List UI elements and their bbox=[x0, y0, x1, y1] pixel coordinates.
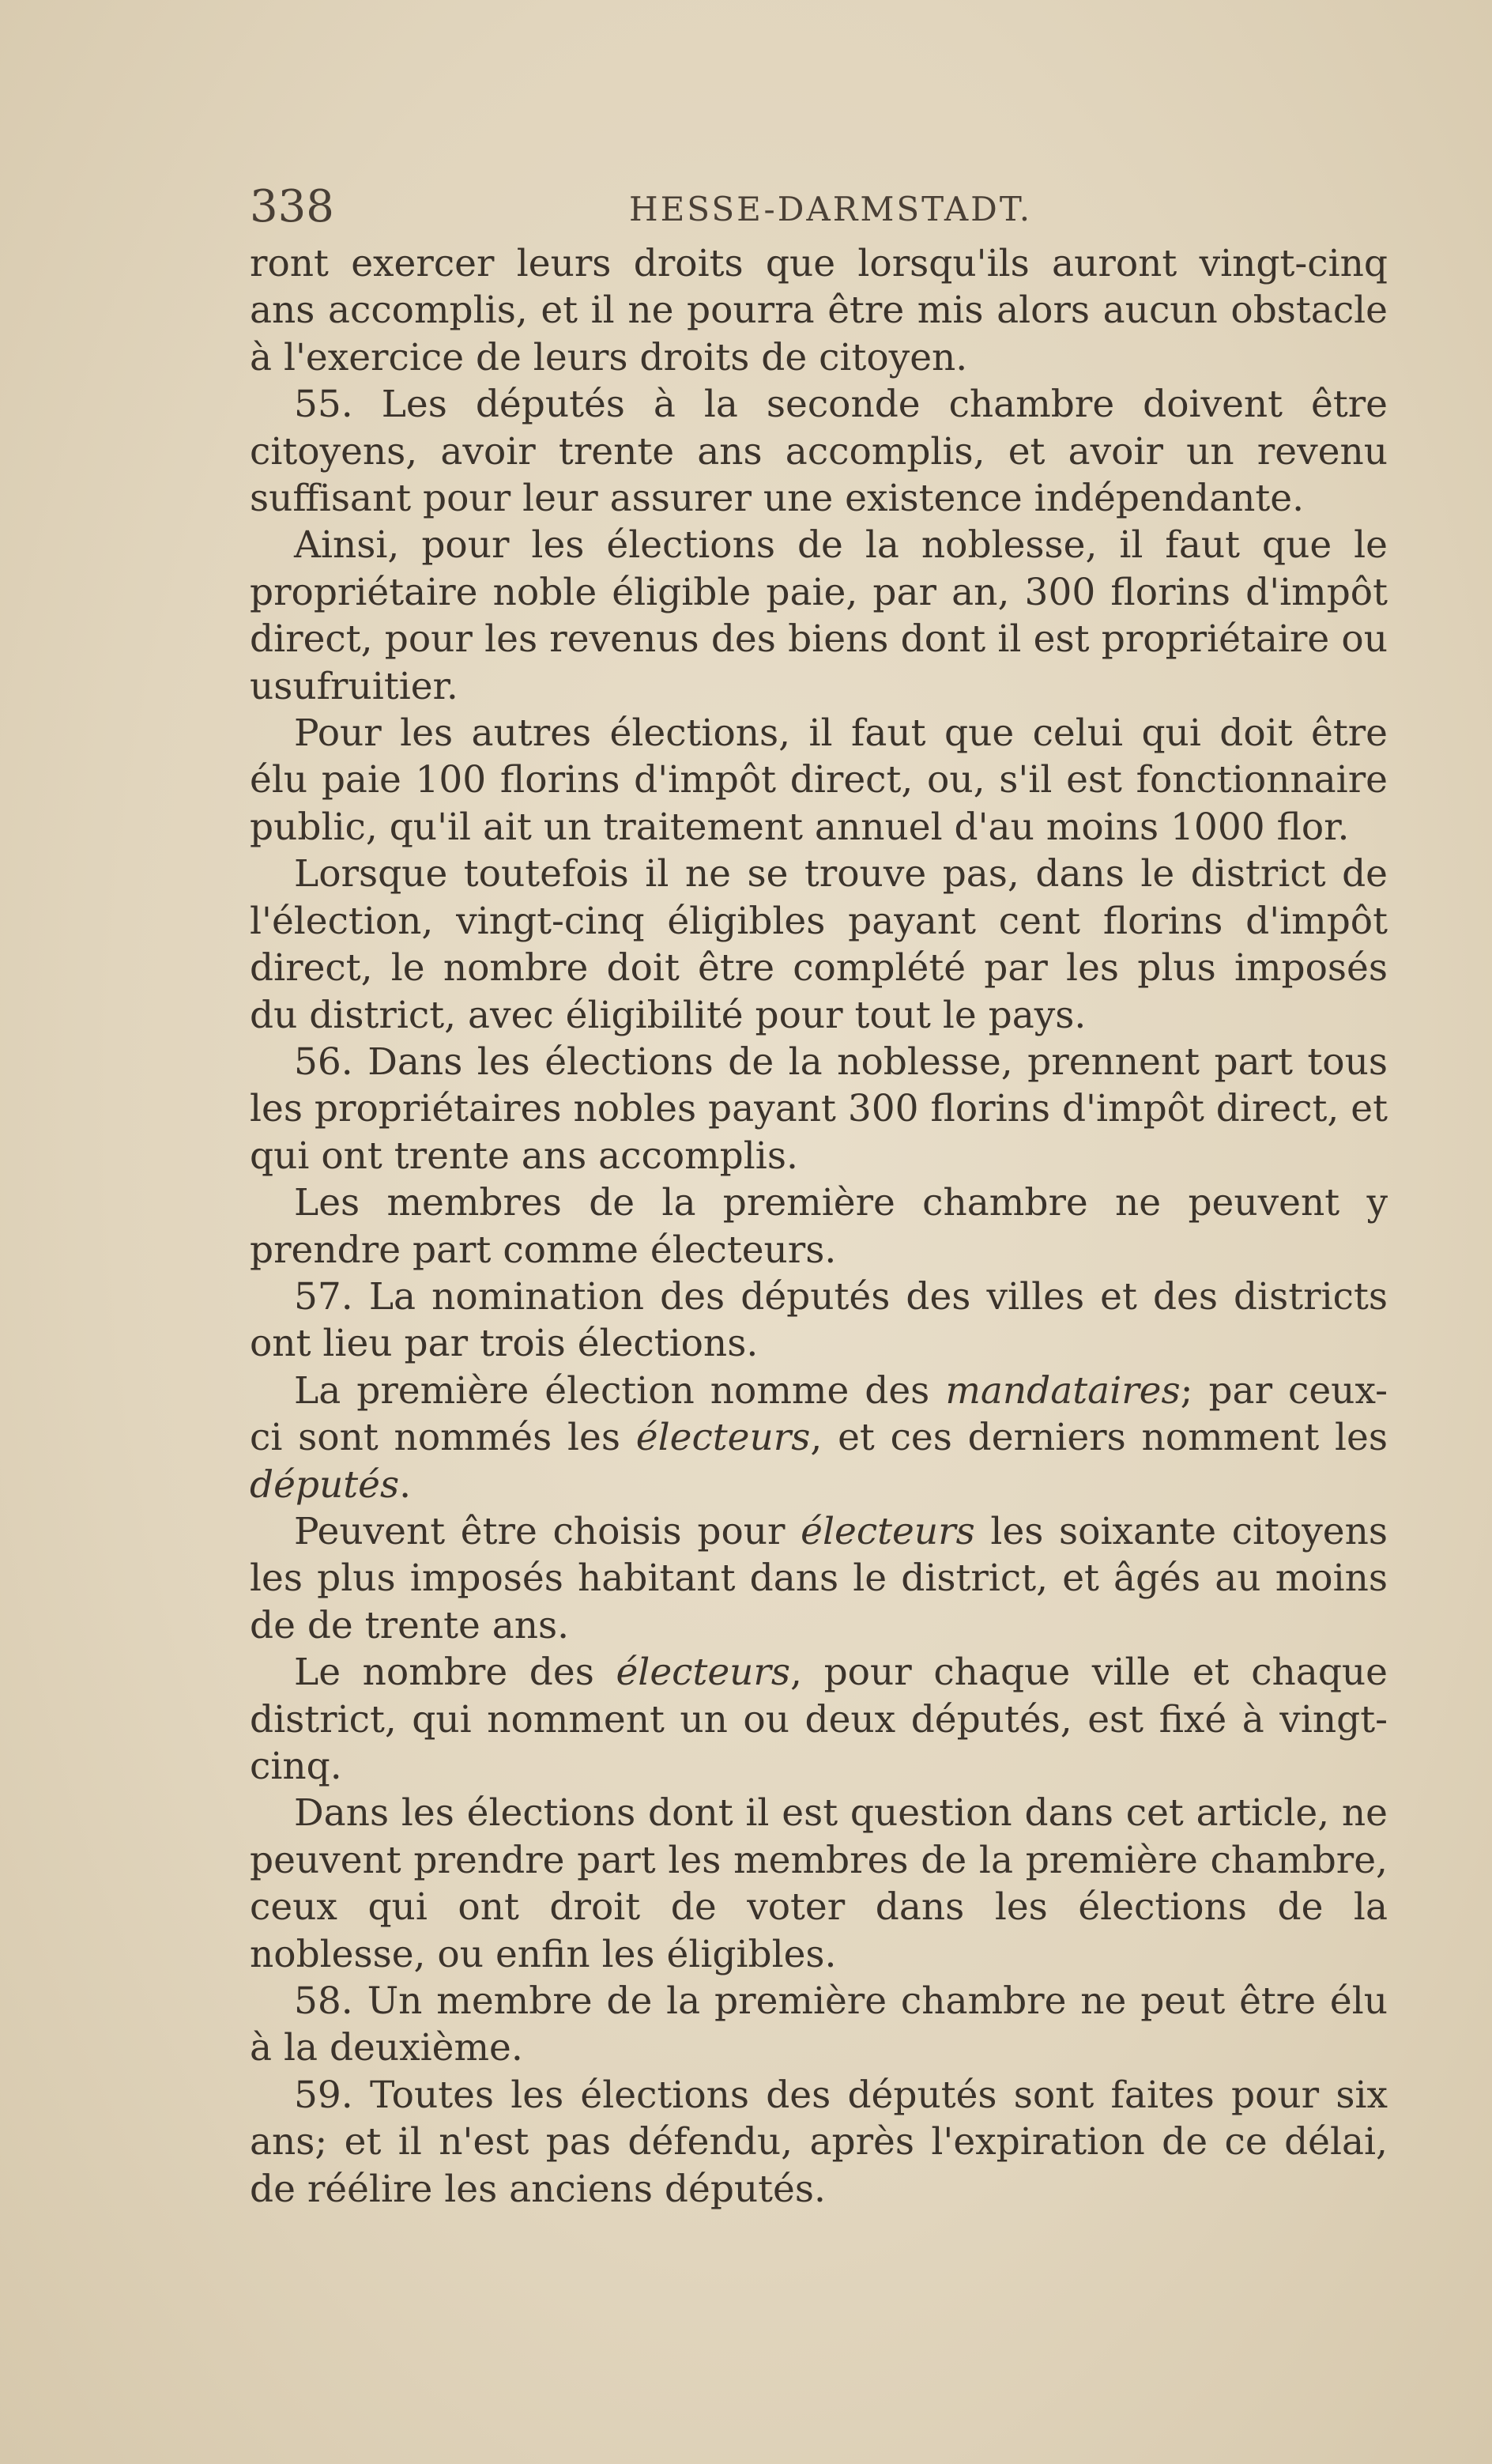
page-header bbox=[250, 175, 1388, 239]
body-text bbox=[250, 240, 1388, 2213]
italic-term: électeurs bbox=[801, 1509, 975, 1553]
text-run: les soixante citoyens les plus imposés habitant dans le district, et âgés au moins de de trente ans. bbox=[250, 1509, 1388, 1647]
text-run: ; par ceux-ci sont nommés les bbox=[250, 1368, 1388, 1460]
paragraph: 55. Les députés à la seconde chambre doivent être citoyens, avoir trente ans accomplis, et avoir un revenu suffisant pour leur assurer une existence indépendante. bbox=[250, 383, 1388, 521]
paragraph bbox=[250, 1649, 1388, 1790]
paragraph: Ainsi, pour les élections de la noblesse, il faut que le propriétaire noble éligible paie, par an, 300 florins d'impôt direct, pour les revenus des biens dont il est propriétaire ou usufruitier. bbox=[250, 523, 1388, 708]
paragraph: Lorsque toutefois il ne se trouve pas, dans le district de l'élection, vingt-cinq éligibles payant cent florins d'impôt direct, le nombre doit être complété par les plus imposés du district, avec éligibilité pour tout le pays. bbox=[250, 852, 1388, 1037]
text-run: . bbox=[399, 1462, 412, 1507]
paragraph: ront exercer leurs droits que lorsqu'ils auront vingt-cinq ans accomplis, et il ne pourra être mis alors aucun obstacle à l'exercice de leurs droits de citoyen. bbox=[250, 242, 1388, 379]
text-run: Peuvent être choisis pour bbox=[294, 1509, 801, 1553]
running-head: HESSE-DARMSTADT. bbox=[629, 190, 1033, 228]
paragraph: Pour les autres élections, il faut que celui qui doit être élu paie 100 florins d'impôt direct, ou, s'il est fonctionnaire public, qu'il ait un traitement annuel d'au moins 1000 flor. bbox=[250, 711, 1388, 849]
paragraph: 56. Dans les élections de la noblesse, prennent part tous les propriétaires nobles payant 300 florins d'impôt direct, et qui ont trente ans accomplis. bbox=[250, 1040, 1388, 1178]
text-run: La première élection nomme des bbox=[294, 1368, 946, 1413]
paragraph: 58. Un membre de la première chambre ne peut être élu à la deuxième. bbox=[250, 1979, 1388, 2070]
italic-term: mandataires bbox=[945, 1368, 1181, 1413]
paragraph bbox=[250, 1508, 1388, 1649]
paragraph: 59. Toutes les élections des députés sont faites pour six ans; et il n'est pas défendu, après l'expiration de ce délai, de réélire les anciens députés. bbox=[250, 2073, 1388, 2211]
paragraph: 57. La nomination des députés des villes et des districts ont lieu par trois élections. bbox=[250, 1274, 1388, 1366]
paragraph bbox=[250, 1368, 1388, 1508]
text-run: Le nombre des bbox=[294, 1651, 616, 1695]
italic-term: électeurs bbox=[635, 1416, 811, 1460]
text-run: , et ces derniers nomment les bbox=[810, 1416, 1388, 1460]
text-run: , pour chaque ville et chaque district, qui nomment un ou deux députés, est fixé à vingt-cinq. bbox=[250, 1651, 1388, 1788]
italic-term: députés bbox=[250, 1462, 400, 1507]
paragraph: Les membres de la première chambre ne peuvent y prendre part comme électeurs. bbox=[250, 1181, 1388, 1272]
paragraph: Dans les élections dont il est question dans cet article, ne peuvent prendre part les membres de la première chambre, ceux qui ont droit de voter dans les élections de la noblesse, ou enfin les éligibles. bbox=[250, 1791, 1388, 1976]
page-number: 338 bbox=[250, 181, 334, 232]
italic-term: électeurs bbox=[616, 1651, 791, 1695]
